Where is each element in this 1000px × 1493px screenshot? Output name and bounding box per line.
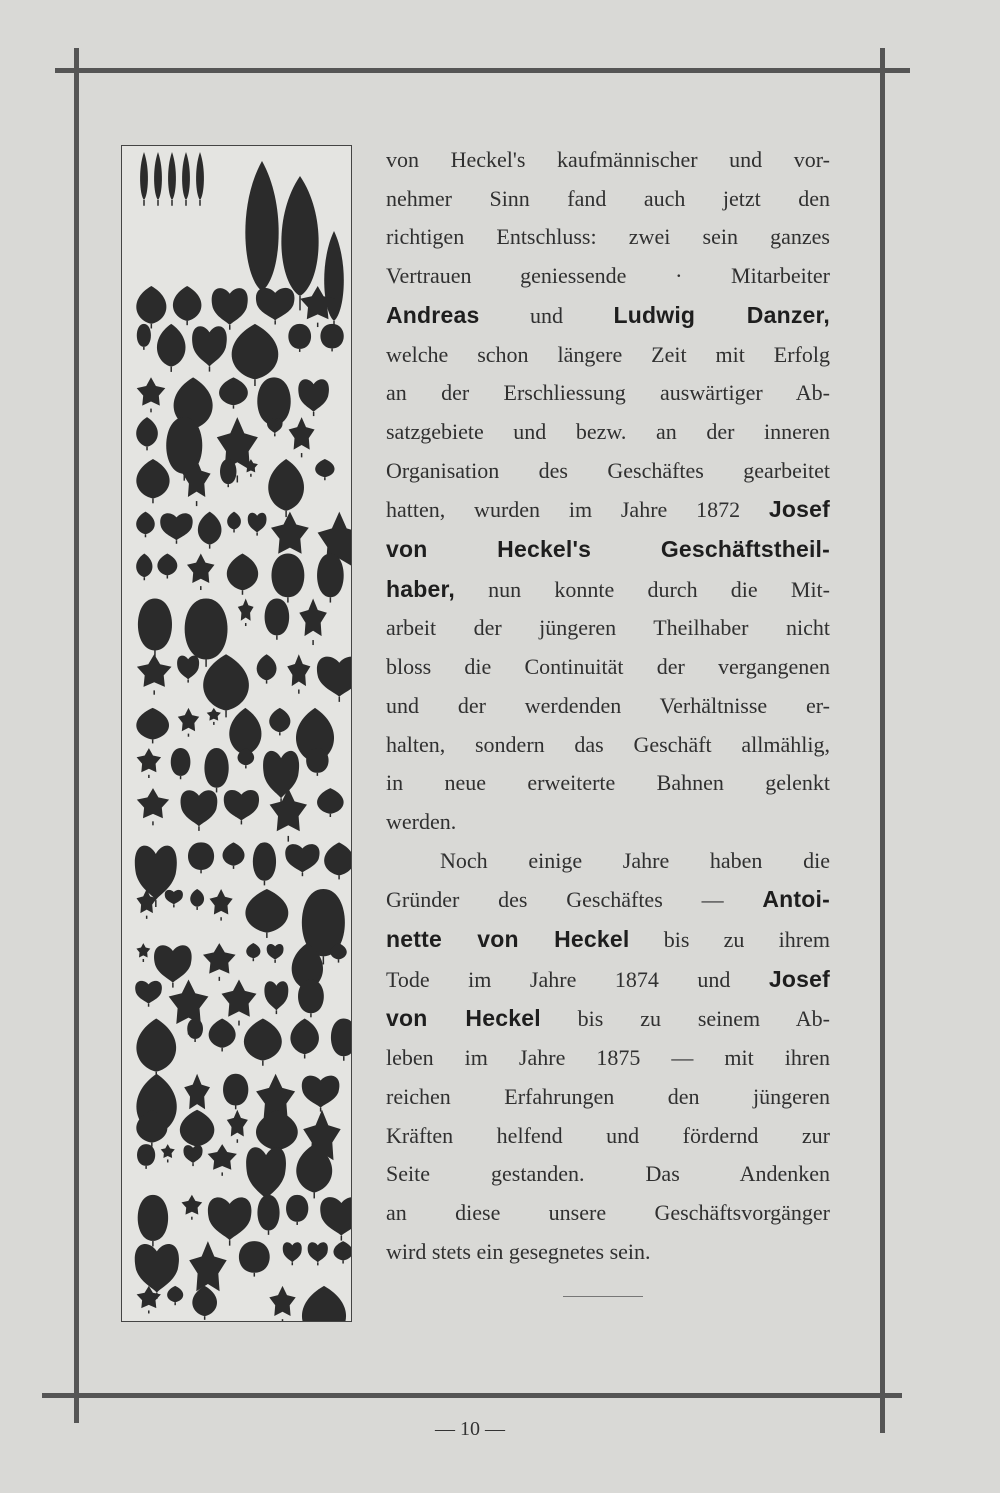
leaf-silhouette bbox=[285, 844, 319, 872]
leaf-silhouette bbox=[207, 708, 221, 721]
leaf-silhouette bbox=[136, 943, 150, 957]
text-line bbox=[386, 920, 830, 960]
leaf-silhouette bbox=[223, 1074, 248, 1106]
paragraph-2 bbox=[386, 842, 830, 1272]
text-line bbox=[386, 218, 830, 257]
leaf-silhouette bbox=[173, 286, 202, 321]
leaf-silhouette bbox=[136, 286, 166, 324]
emphasized-name: Antoi- bbox=[762, 886, 830, 913]
text-segment: bis zu ihrem bbox=[629, 927, 830, 953]
leaf-silhouettes-svg bbox=[122, 146, 351, 1321]
leaf-silhouette bbox=[188, 842, 214, 870]
leaf-silhouette bbox=[227, 1110, 248, 1137]
leaf-silhouette bbox=[154, 152, 162, 200]
leaf-silhouette bbox=[137, 377, 166, 405]
leaf-silhouette bbox=[136, 417, 158, 447]
leaf-silhouette bbox=[140, 152, 148, 200]
paragraph-1 bbox=[386, 141, 830, 842]
emphasized-name: von Heckel bbox=[386, 1005, 541, 1032]
frame-rule-bottom bbox=[42, 1393, 902, 1398]
text-segment: reichen Erfahrungen den jüngeren bbox=[386, 1083, 830, 1109]
leaf-silhouette bbox=[138, 1195, 168, 1241]
text-segment: Seite gestanden. Das Andenken bbox=[386, 1161, 830, 1187]
leaf-silhouette bbox=[246, 1147, 286, 1199]
text-line bbox=[386, 726, 830, 765]
leaf-silhouette bbox=[192, 1286, 217, 1316]
leaf-silhouette bbox=[287, 654, 310, 686]
text-segment: Tode im Jahre 1874 und bbox=[386, 966, 769, 992]
leaf-silhouette bbox=[165, 890, 183, 905]
leaf-silhouette bbox=[136, 512, 155, 535]
leaf-silhouette bbox=[263, 751, 299, 798]
leaf-silhouette bbox=[324, 842, 351, 875]
leaf-silhouette bbox=[253, 842, 276, 880]
leaf-silhouette bbox=[238, 599, 254, 621]
leaf-silhouette bbox=[320, 1197, 351, 1236]
leaf-silhouette bbox=[265, 598, 290, 635]
text-line bbox=[386, 413, 830, 452]
leaf-silhouette bbox=[227, 512, 241, 530]
leaf-silhouette bbox=[290, 1018, 319, 1054]
text-line bbox=[386, 648, 830, 687]
leaf-silhouette bbox=[189, 1241, 227, 1291]
text-line bbox=[386, 960, 830, 1000]
leaf-silhouette bbox=[182, 152, 190, 200]
leaf-silhouette bbox=[271, 554, 304, 598]
leaf-silhouette bbox=[248, 513, 267, 533]
frame-rule-top bbox=[55, 68, 910, 73]
leaf-silhouette bbox=[138, 598, 172, 650]
text-segment: Kräften helfend und fördernd zur bbox=[386, 1122, 830, 1148]
leaf-silhouette bbox=[192, 326, 227, 366]
leaf-silhouette bbox=[232, 324, 279, 379]
leaf-silhouette bbox=[331, 1018, 351, 1056]
leaf-silhouette bbox=[168, 152, 176, 200]
leaf-silhouette bbox=[257, 1195, 279, 1231]
text-line bbox=[386, 687, 830, 726]
leaf-silhouette bbox=[245, 889, 288, 933]
leaf-silhouette bbox=[317, 657, 351, 697]
leaf-silhouette bbox=[256, 1110, 298, 1151]
text-segment: und der werdenden Verhältnisse er- bbox=[386, 692, 830, 718]
leaf-silhouette bbox=[137, 788, 169, 818]
leaf-silhouette bbox=[308, 1242, 328, 1262]
leaf-silhouette bbox=[167, 1286, 183, 1302]
leaf-silhouette bbox=[256, 288, 295, 320]
text-segment: nun konnte durch die Mit- bbox=[454, 576, 830, 602]
leaf-silhouette bbox=[320, 324, 343, 349]
leaf-silhouette bbox=[178, 708, 199, 731]
frame-rule-right bbox=[880, 48, 885, 1433]
text-line bbox=[386, 180, 830, 219]
leaf-silhouette bbox=[219, 377, 248, 405]
text-segment: satzgebiete und bezw. an der inneren bbox=[386, 418, 830, 444]
leaf-silhouette bbox=[135, 981, 162, 1004]
leaf-silhouette bbox=[187, 554, 215, 584]
leaf-silhouette bbox=[286, 1195, 308, 1222]
text-line bbox=[386, 803, 830, 842]
leaf-silhouette bbox=[306, 748, 328, 773]
leaf-silhouette bbox=[298, 980, 324, 1014]
leaf-silhouette bbox=[269, 1286, 295, 1316]
text-segment: hatten, wurden im Jahre 1872 bbox=[386, 497, 769, 523]
section-separator bbox=[563, 1296, 643, 1297]
text-segment: in neue erweiterte Bahnen gelenkt bbox=[386, 770, 830, 796]
leaf-silhouette bbox=[269, 708, 290, 732]
leaf-silhouette bbox=[271, 512, 309, 554]
leaf-silhouette bbox=[302, 1076, 340, 1108]
leaf-silhouette bbox=[212, 288, 248, 325]
leaf-silhouette bbox=[136, 1018, 176, 1071]
leaf-silhouette bbox=[289, 417, 315, 450]
leaf-silhouette bbox=[244, 1018, 282, 1060]
leaf-silhouette bbox=[137, 324, 151, 347]
body-text bbox=[386, 141, 830, 1271]
leaf-silhouette bbox=[203, 654, 249, 710]
leaf-silhouette bbox=[190, 889, 204, 907]
text-line bbox=[386, 336, 830, 375]
text-segment: welche schon längere Zeit mit Erfolg bbox=[386, 341, 830, 367]
text-line bbox=[386, 1117, 830, 1156]
leaf-silhouette bbox=[171, 748, 191, 776]
leaf-silhouette bbox=[298, 379, 329, 412]
text-segment: an der Erschliessung auswärtiger Ab- bbox=[386, 380, 830, 406]
leaf-silhouette bbox=[203, 943, 236, 974]
leaf-silhouette bbox=[209, 1018, 236, 1047]
leaf-silhouette bbox=[136, 554, 152, 578]
leaf-silhouette bbox=[257, 654, 277, 680]
text-segment: Gründer des Geschäftes — bbox=[386, 887, 763, 913]
leaf-silhouette bbox=[187, 1018, 203, 1039]
leaf-silhouette bbox=[161, 1144, 175, 1158]
leaf-silhouette bbox=[208, 1144, 237, 1170]
emphasized-name: von Heckel's Geschäftstheil- bbox=[386, 536, 830, 563]
leaf-silhouette bbox=[317, 788, 344, 814]
text-segment: und bbox=[479, 302, 614, 328]
leaf-silhouette bbox=[229, 708, 261, 755]
leaf-silhouette bbox=[268, 459, 304, 511]
leaf-silhouette bbox=[185, 598, 228, 659]
text-line bbox=[386, 1078, 830, 1117]
leaf-silhouette bbox=[224, 790, 259, 821]
text-segment: arbeit der jüngeren Theilhaber nicht bbox=[386, 615, 830, 641]
text-line bbox=[386, 490, 830, 530]
leaf-silhouette bbox=[222, 980, 257, 1017]
leaf-silhouette bbox=[184, 1074, 210, 1110]
text-line bbox=[386, 1194, 830, 1233]
text-segment: an diese unsere Geschäftsvorgänger bbox=[386, 1199, 830, 1225]
text-segment: Noch einige Jahre haben die bbox=[440, 847, 830, 873]
leaf-silhouette bbox=[169, 980, 209, 1025]
leaf-silhouette bbox=[137, 654, 172, 687]
text-segment: halten, sondern das Geschäft allmählig, bbox=[386, 731, 830, 757]
emphasized-name: Josef bbox=[768, 965, 830, 992]
leaf-silhouette bbox=[196, 152, 204, 200]
leaf-silhouette bbox=[198, 512, 222, 545]
leaf-silhouette bbox=[333, 1241, 351, 1260]
leaf-silhouette bbox=[136, 459, 169, 499]
text-line bbox=[386, 1039, 830, 1078]
text-segment: von Heckel's kaufmännischer und vor- bbox=[386, 147, 830, 172]
leaf-silhouette bbox=[281, 176, 318, 296]
text-line bbox=[386, 1233, 830, 1272]
text-line bbox=[386, 296, 830, 336]
text-line bbox=[386, 570, 830, 610]
leaf-silhouette bbox=[182, 1195, 203, 1215]
text-segment: bloss die Continuität der vergangenen bbox=[386, 654, 830, 680]
leaf-silhouette bbox=[283, 1242, 302, 1262]
leaf-silhouette bbox=[270, 788, 307, 831]
leaf-silhouette bbox=[180, 1110, 214, 1147]
leaf-silhouette bbox=[288, 324, 311, 349]
emphasized-name: Josef bbox=[768, 496, 830, 523]
leaf-silhouette bbox=[181, 790, 218, 826]
leaf-silhouette bbox=[157, 554, 177, 576]
frame-rule-left bbox=[74, 48, 79, 1423]
leaf-silhouette bbox=[135, 1244, 179, 1293]
leaf-silhouette-illustration bbox=[121, 145, 352, 1322]
leaf-silhouette bbox=[302, 1286, 346, 1321]
text-segment: richtigen Entschluss: zwei sein ganzes bbox=[386, 224, 830, 250]
leaf-silhouette bbox=[257, 377, 290, 425]
leaf-silhouette bbox=[208, 1197, 252, 1240]
leaf-silhouette bbox=[160, 513, 192, 540]
leaf-silhouette bbox=[137, 748, 162, 772]
text-line bbox=[386, 842, 830, 881]
leaf-silhouette bbox=[264, 981, 288, 1010]
text-line bbox=[386, 1155, 830, 1194]
text-segment: nehmer Sinn fand auch jetzt den bbox=[386, 185, 830, 211]
emphasized-name: haber, bbox=[386, 575, 455, 602]
text-segment: werden. bbox=[386, 808, 457, 834]
leaf-silhouette bbox=[267, 944, 284, 960]
leaf-silhouette bbox=[239, 1241, 270, 1273]
leaf-silhouette bbox=[245, 161, 278, 291]
text-line bbox=[386, 880, 830, 920]
leaf-silhouette bbox=[246, 943, 260, 958]
leaf-silhouette bbox=[136, 708, 169, 740]
text-segment: Vertrauen geniessende · Mitarbeiter bbox=[386, 263, 830, 289]
text-segment: wird stets ein gesegnetes sein. bbox=[386, 1238, 651, 1264]
text-line bbox=[386, 609, 830, 648]
text-line bbox=[386, 764, 830, 803]
leaf-silhouette bbox=[315, 459, 334, 477]
text-segment: Organisation des Geschäftes gearbeitet bbox=[386, 457, 830, 483]
leaf-silhouette bbox=[223, 842, 245, 865]
leaf-silhouette bbox=[177, 656, 199, 680]
leaf-silhouette bbox=[220, 459, 236, 484]
leaf-silhouette bbox=[204, 748, 228, 788]
leaf-silhouette bbox=[299, 599, 327, 637]
text-line bbox=[386, 141, 830, 180]
text-line bbox=[386, 374, 830, 413]
leaf-silhouette bbox=[157, 324, 186, 367]
leaf-silhouette bbox=[154, 945, 192, 983]
text-segment: bis zu seinem Ab- bbox=[540, 1006, 830, 1032]
leaf-silhouette bbox=[183, 1145, 202, 1163]
emphasized-name: Andreas bbox=[386, 301, 480, 328]
text-segment: leben im Jahre 1875 — mit ihren bbox=[386, 1045, 830, 1071]
page-number: — 10 — bbox=[435, 1418, 505, 1440]
emphasized-name: nette von Heckel bbox=[386, 926, 630, 953]
leaf-silhouette bbox=[137, 1144, 155, 1166]
leaf-silhouette bbox=[210, 889, 233, 915]
text-line bbox=[386, 999, 830, 1039]
text-line bbox=[386, 530, 830, 570]
text-line bbox=[386, 452, 830, 491]
emphasized-name: Ludwig Danzer, bbox=[613, 301, 831, 328]
leaf-silhouette bbox=[227, 554, 258, 591]
text-line bbox=[386, 257, 830, 296]
leaf-silhouette bbox=[317, 554, 344, 598]
